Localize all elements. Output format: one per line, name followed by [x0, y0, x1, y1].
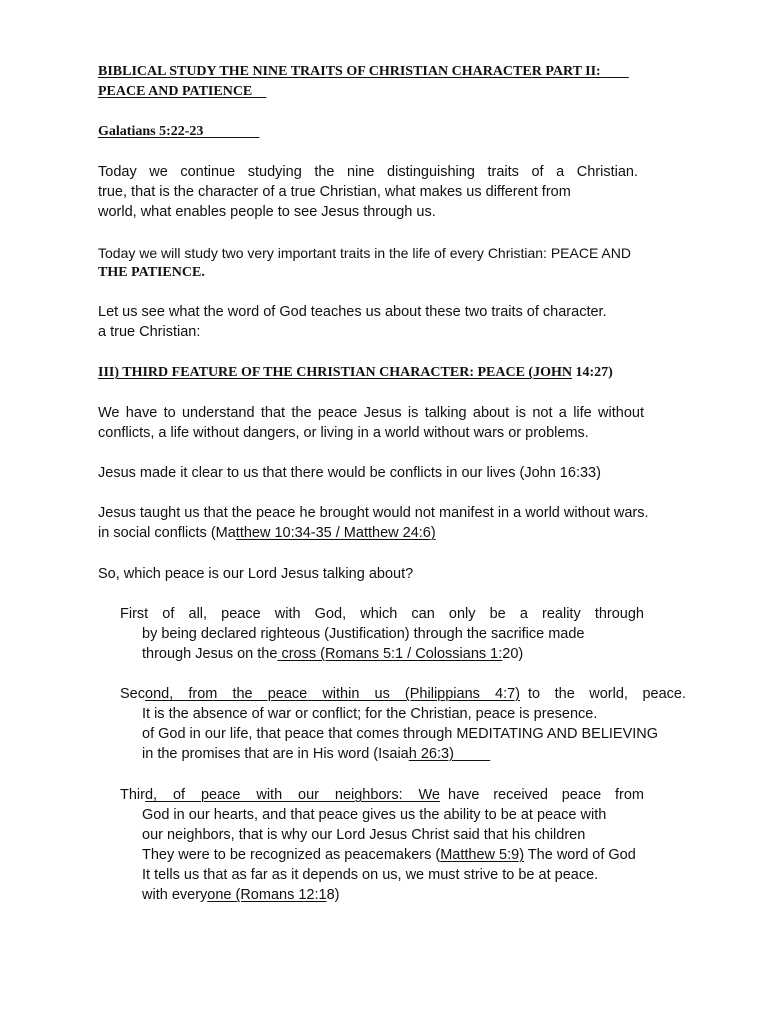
third-point-line-2: God in our hearts, and that peace gives us the ability to be at peace with [142, 807, 607, 823]
taught-line-1: Jesus taught us that the peace he brought would not manifest in a world without wars. [98, 505, 649, 521]
intro-line-1: Today we continue studying the nine distinguishing traits of a Christian. [98, 164, 638, 180]
document-title-line-1: BIBLICAL STUDY THE NINE TRAITS OF CHRISTIAN CHARACTER PART II: [98, 64, 601, 79]
lets-see-line-2: a true Christian: [98, 324, 201, 340]
lets-see-line-1: Let us see what the word of God teaches us about these two traits of character. [98, 304, 607, 320]
first-point-line-1: First of all, peace with God, which can only be a reality through [120, 606, 644, 622]
second-point-line-2: It is the absence of war or conflict; for the Christian, peace is presence. [142, 706, 598, 722]
third-point-line-4: They were to be recognized as peacemakers (Matthew 5:9) The word of God [142, 847, 636, 863]
third-point-line-1: Thir d, of peace with our neighbors: We have received peace from [120, 787, 644, 803]
third-point-line-3: our neighbors, that is why our Lord Jesus Christ said that his children [142, 827, 586, 843]
intro-line-3: world, what enables people to see Jesus through us. [98, 204, 436, 220]
study-intro-line-1: Today we will study two very important traits in the life of every Christian: PEACE AND [98, 245, 631, 261]
second-point-line-4: in the promises that are in His word (Isaiah 26:3) [142, 746, 454, 762]
which-peace-question: So, which peace is our Lord Jesus talking about? [98, 566, 414, 582]
document-title-line-2: PEACE AND PATIENCE [98, 84, 253, 99]
study-intro-line-2: THE PATIENCE. [98, 265, 205, 280]
section-heading-peace: III) THIRD FEATURE OF THE CHRISTIAN CHARACTER: PEACE (JOHN 14:27) [98, 365, 613, 380]
third-point-line-5: It tells us that as far as it depends on us, we must strive to be at peace. [142, 867, 599, 883]
understand-line-2: conflicts, a life without dangers, or living in a world without wars or problems. [98, 425, 589, 441]
first-point-line-2: by being declared righteous (Justification) through the sacrifice made [142, 626, 585, 642]
second-point-line-1: Sec ond, from the peace within us (Philippians 4:7) to the world, peace. [120, 686, 686, 702]
intro-line-2: true, that is the character of a true Christian, what makes us different from [98, 184, 571, 200]
second-point-line-3: of God in our life, that peace that comes through MEDITATING AND BELIEVING [142, 726, 659, 742]
first-point-line-3: through Jesus on the cross (Romans 5:1 / Colossians 1:20) [142, 646, 524, 662]
conflicts-line: Jesus made it clear to us that there would be conflicts in our lives (John 16:33) [98, 465, 601, 481]
third-point-line-6: with everyone (Romans 12:18) [142, 887, 340, 903]
taught-line-2: in social conflicts (Matthew 10:34-35 / Matthew 24:6) [98, 525, 436, 541]
scripture-reference: Galatians 5:22-23 [98, 124, 204, 139]
understand-line-1: We have to understand that the peace Jesus is talking about is not a life without [98, 405, 644, 421]
